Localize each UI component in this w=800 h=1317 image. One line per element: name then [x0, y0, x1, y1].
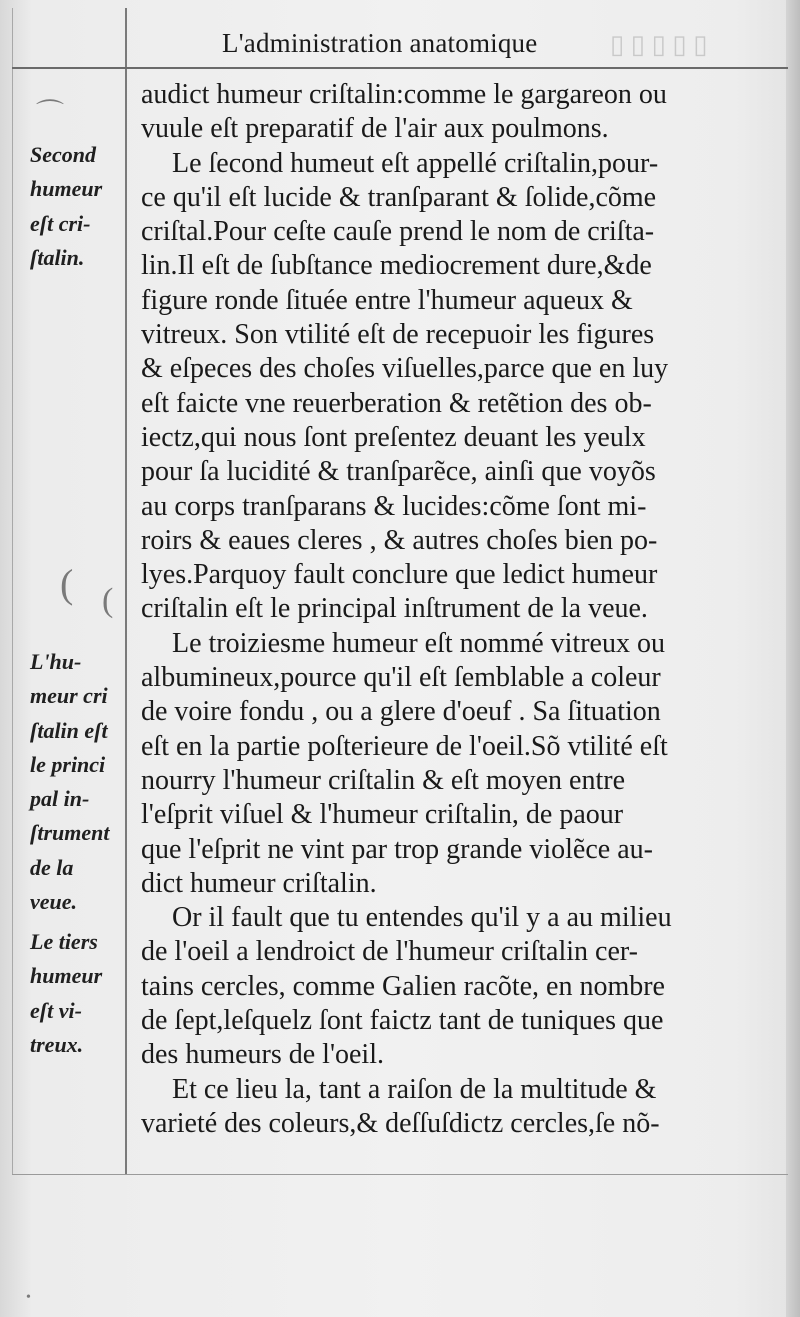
margin-note-line: eſt vi- — [30, 997, 82, 1023]
margin-note-line: veue. — [30, 889, 78, 915]
margin-note-second-humour — [30, 138, 126, 275]
text-line: tains cercles, comme Galien racõte, en nombre — [141, 970, 665, 1002]
margin-note-line: Le tiers — [30, 929, 98, 954]
text-line: Or il fault que tu entendes qu'il y a au milieu — [172, 902, 672, 934]
margin-note-line: Second — [30, 142, 96, 167]
text-line: dict humeur criſtalin. — [141, 867, 377, 899]
text-line: de l'oeil a lendroict de l'humeur criſtalin cer- — [141, 936, 638, 968]
text-line: audict humeur criſtalin:comme le gargareon ou — [141, 79, 667, 110]
margin-note-third-humour — [30, 925, 126, 1062]
text-line: pour ſa lucidité & tranſparẽce, ainſi que voyõs — [141, 456, 656, 488]
body-text — [141, 78, 741, 1141]
text-line: Le troiziesme humeur eſt nommé vitreux ou — [172, 627, 665, 659]
text-line: l'eſprit viſuel & l'humeur criſtalin, de paour — [141, 799, 624, 831]
pencil-mark: ⌒ — [36, 99, 65, 130]
margin-note-line: meur cri — [30, 683, 108, 709]
margin-note-line: treux. — [30, 1031, 84, 1057]
bottom-rule — [12, 1174, 788, 1175]
text-line: nourry l'humeur criſtalin & eſt moyen entre — [141, 764, 626, 796]
text-line: Et ce lieu la, tant a raiſon de la multitude & — [172, 1073, 657, 1105]
text-line: & eſpeces des choſes viſuelles,parce que en luy — [141, 353, 669, 385]
margin-note-line: ſtalin eſt — [30, 717, 108, 743]
text-line: albumineux,pource qu'il eſt ſemblable a coleur — [141, 662, 661, 694]
margin-note-line: ſtrument — [30, 820, 110, 846]
text-line: au corps tranſparans & lucides:cõme ſont mi- — [141, 490, 647, 522]
text-line: de voire fondu , ou a glere d'oeuf . Sa ſituation — [141, 696, 661, 728]
bleed-through-mark: ▯ ▯ ▯ ▯ ▯ — [610, 30, 708, 59]
running-title: L'administration anatomique — [222, 28, 538, 58]
text-line: lyes.Parquoy fault conclure que ledict humeur — [141, 559, 658, 591]
text-line: ce qu'il eſt lucide & tranſparant & ſolide,cõme — [141, 181, 657, 213]
text-line: vuule eſt preparatif de l'air aux poulmons. — [141, 113, 609, 145]
text-line: criſtal.Pour ceſte cauſe prend le nom de criſta- — [141, 216, 655, 248]
margin-note-line: pal in- — [30, 786, 90, 812]
stray-dot: • — [26, 1290, 31, 1305]
margin-note-line: humeur — [30, 963, 103, 989]
margin-note-line: le princi — [30, 751, 106, 777]
margin-note-principal-instrument — [30, 645, 126, 919]
pencil-mark: ( — [102, 582, 114, 619]
text-line: varieté des coleurs,& deſſuſdictz cercles,ſe nõ- — [141, 1107, 660, 1139]
margin-note-line: de la — [30, 854, 74, 880]
text-line: iectz,qui nous ſont preſentez deuant les yeulx — [141, 421, 646, 453]
text-line: lin.Il eſt de ſubſtance mediocrement dure,&de — [141, 250, 652, 282]
margin-note-line: L'hu- — [30, 649, 82, 674]
text-line: roirs & eaues cleres , & autres choſes bien po- — [141, 524, 658, 556]
text-line: des humeurs de l'oeil. — [141, 1039, 384, 1071]
margin-note-line: humeur — [30, 176, 103, 202]
text-line: Le ſecond humeut eſt appellé criſtalin,pour- — [172, 147, 659, 179]
text-line: figure ronde ſituée entre l'humeur aqueux & — [141, 284, 633, 316]
margin-note-line: ſtalin. — [30, 244, 85, 270]
text-line: que l'eſprit ne vint par trop grande violẽce au- — [141, 833, 653, 865]
text-line: eſt en la partie poſterieure de l'oeil.Sõ vtilité eſt — [141, 730, 668, 762]
text-line: eſt faicte vne reuerberation & retẽtion des ob- — [141, 387, 652, 419]
text-line: de ſept,leſquelz ſont faictz tant de tuniques que — [141, 1005, 664, 1037]
text-line: criſtalin eſt le principal inſtrument de la veue. — [141, 593, 648, 625]
header-rule — [12, 67, 788, 69]
pencil-mark: ( — [60, 561, 74, 606]
margin-note-line: eſt cri- — [30, 210, 91, 236]
outer-margin-rule — [12, 8, 13, 1175]
text-line: vitreux. Son vtilité eſt de recepuoir les figures — [141, 319, 655, 351]
page-edge — [786, 0, 800, 1317]
